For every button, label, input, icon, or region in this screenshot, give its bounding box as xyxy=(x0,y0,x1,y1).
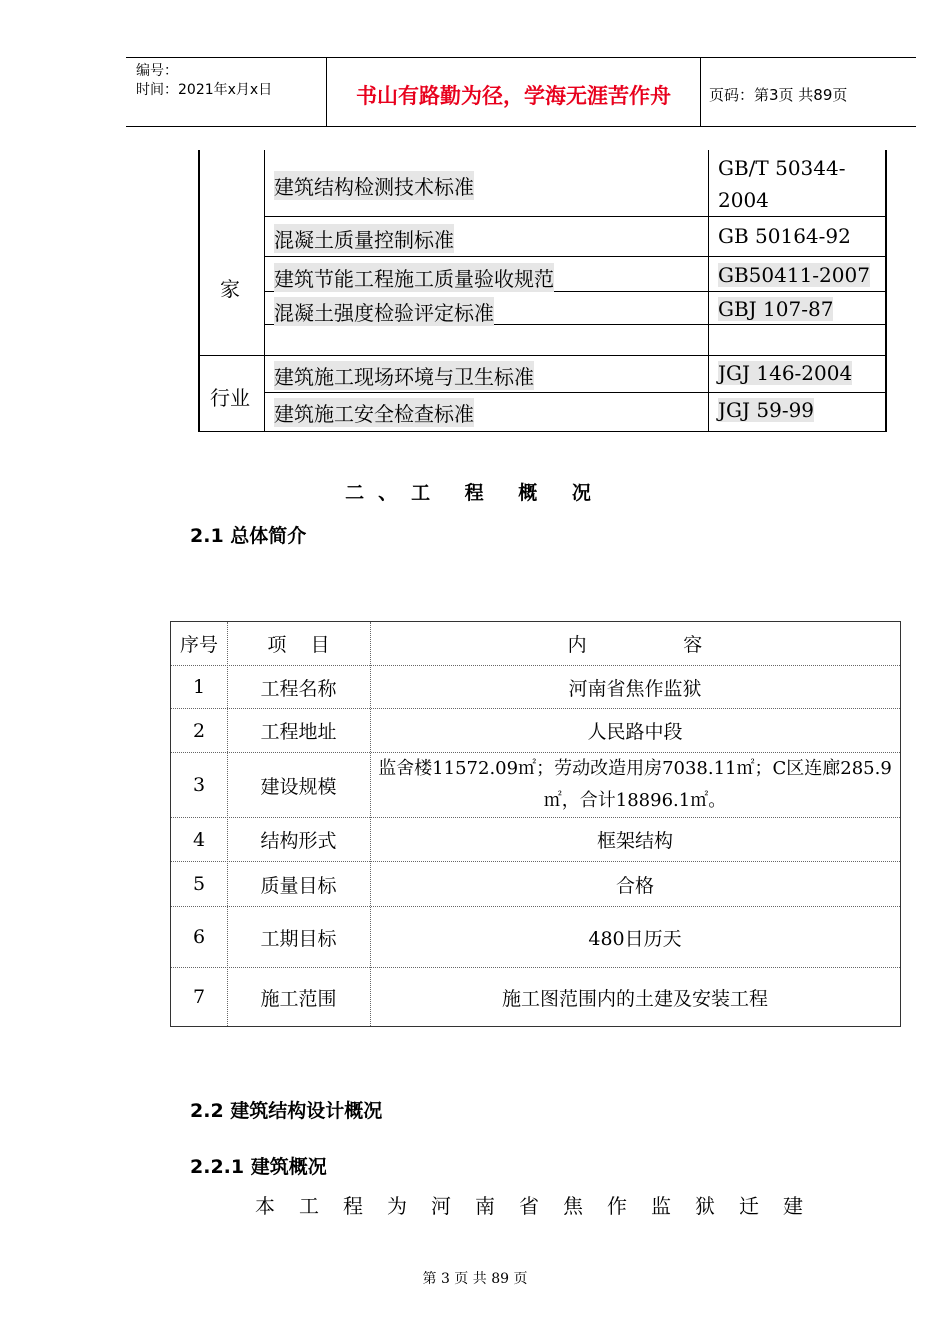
header-meta xyxy=(126,58,327,126)
standard-name: 混凝土质量控制标准 xyxy=(274,224,454,253)
row-no: 5 xyxy=(192,873,206,895)
standard-code: GB 50164-92 xyxy=(718,224,851,248)
row-item: 工期目标 xyxy=(260,927,337,950)
row-item: 工程地址 xyxy=(260,721,337,743)
table-row xyxy=(171,709,900,752)
page-header xyxy=(126,57,916,127)
doc-number-label: 编号： xyxy=(136,63,178,79)
standard-name: 建筑施工安全检查标准 xyxy=(274,398,474,427)
row-content: 施工图范围内的土建及安装工程 xyxy=(501,987,768,1010)
table-row xyxy=(171,862,900,906)
row-no: 4 xyxy=(192,828,206,851)
row-item: 建设规模 xyxy=(260,775,337,798)
header-no: 序号 xyxy=(179,634,218,656)
header-page-info: 页码：第3页 共89页 xyxy=(709,86,848,104)
standard-name: 建筑结构检测技术标准 xyxy=(274,171,474,200)
header-item: 项 目 xyxy=(267,634,330,656)
row-item: 结构形式 xyxy=(260,830,337,852)
row-content: 480日历天 xyxy=(588,927,682,950)
header-page-cell xyxy=(701,58,916,126)
standards-table xyxy=(198,150,886,432)
row-item: 质量目标 xyxy=(260,874,337,897)
standards-category-national: 家 xyxy=(220,277,240,301)
table-row xyxy=(171,753,900,817)
standard-code: JGJ 59-99 xyxy=(718,398,815,422)
table-row xyxy=(171,968,900,1026)
standard-name: 建筑施工现场环境与卫生标准 xyxy=(274,361,534,390)
time-label: 时间：2021年x月x日 xyxy=(136,82,273,98)
row-content: 合格 xyxy=(615,874,654,897)
row-no: 2 xyxy=(192,719,206,742)
row-item: 工程名称 xyxy=(260,677,337,700)
subsection-title-2-1: 2.1 总体简介 xyxy=(190,525,307,547)
row-no: 1 xyxy=(192,676,206,698)
header-slogan: 书山有路勤为径，学海无涯苦作舟 xyxy=(356,84,671,108)
table-row xyxy=(171,666,900,708)
row-no: 7 xyxy=(192,986,206,1008)
header-slogan-cell xyxy=(327,58,701,126)
standard-code: GBJ 107-87 xyxy=(718,297,834,321)
subsection-title-2-2-1: 2.2.1 建筑概况 xyxy=(190,1156,327,1178)
standard-code: GB50411-2007 xyxy=(718,263,870,287)
row-no: 3 xyxy=(192,774,206,796)
table-row xyxy=(171,818,900,861)
row-no: 6 xyxy=(192,926,206,948)
row-content: 监舍楼11572.09㎡；劳动改造用房7038.11㎡；C区连廊285.9㎡，合计18896.1㎡。 xyxy=(378,758,892,811)
header-content: 内 容 xyxy=(567,634,703,656)
body-paragraph: 本工程为河南省焦作监狱迁建 xyxy=(255,1194,827,1218)
table-row xyxy=(171,907,900,967)
row-content: 框架结构 xyxy=(596,830,673,852)
table-header-row xyxy=(171,622,900,665)
overview-table xyxy=(170,621,901,1027)
row-item: 施工范围 xyxy=(260,987,337,1010)
standard-code-cont: 2004 xyxy=(718,188,769,212)
standard-code: JGJ 146-2004 xyxy=(718,361,853,385)
standard-name: 混凝土强度检验评定标准 xyxy=(274,297,494,326)
standard-code: GB/T 50344- xyxy=(718,156,846,180)
standard-name: 建筑节能工程施工质量验收规范 xyxy=(274,263,554,292)
section-title: 二、工 程 概 况 xyxy=(345,482,605,504)
subsection-title-2-2: 2.2 建筑结构设计概况 xyxy=(190,1100,383,1122)
row-content: 河南省焦作监狱 xyxy=(568,677,702,700)
standards-category-industry: 行业 xyxy=(210,386,250,410)
row-content: 人民路中段 xyxy=(587,721,683,743)
page-footer: 第 3 页 共 89 页 xyxy=(422,1271,528,1287)
